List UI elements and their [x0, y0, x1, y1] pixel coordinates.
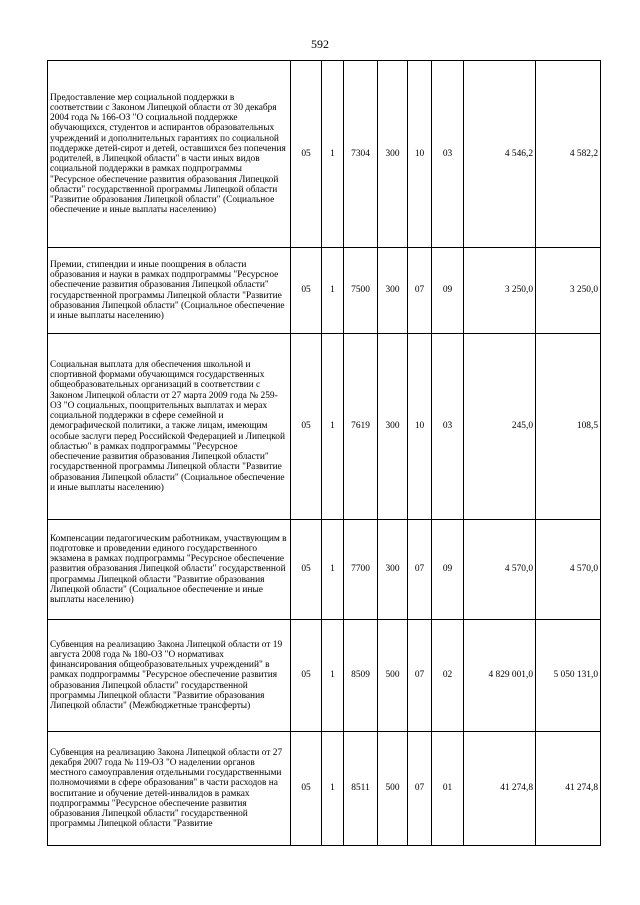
amount-second: 5 050 131,0	[536, 620, 601, 732]
program-code: 05	[291, 61, 322, 248]
table-row	[48, 732, 601, 846]
amount-first: 3 250,0	[464, 248, 536, 334]
subprogram-code: 1	[322, 334, 344, 520]
table-row	[48, 520, 601, 620]
program-code: 05	[291, 520, 322, 620]
amount-first: 245,0	[464, 334, 536, 520]
table-row	[48, 248, 601, 334]
subprogram-code: 1	[322, 732, 344, 846]
subsection-code: 03	[432, 334, 464, 520]
target-article-code: 7304	[344, 61, 378, 248]
amount-second: 4 582,2	[536, 61, 601, 248]
subprogram-code: 1	[322, 248, 344, 334]
table-row	[48, 334, 601, 520]
target-article-code: 7700	[344, 520, 378, 620]
subsection-code: 09	[432, 520, 464, 620]
table-row	[48, 61, 601, 248]
row-description: Компенсации педагогическим работникам, участвующим в подготовке и проведении единого государственного экзамена в рамках подпрограммы "Ресурсное обеспечение развития образования Липецкой области" государственной программы Липецкой области "Развитие образования Липецкой области" (Социальное обеспечение и иные выплаты населению)	[48, 520, 291, 620]
target-article-code: 8511	[344, 732, 378, 846]
amount-second: 108,5	[536, 334, 601, 520]
section-code: 10	[408, 61, 432, 248]
expense-type-code: 300	[378, 61, 408, 248]
subsection-code: 09	[432, 248, 464, 334]
section-code: 07	[408, 520, 432, 620]
subsection-code: 02	[432, 620, 464, 732]
subsection-code: 01	[432, 732, 464, 846]
row-description: Социальная выплата для обеспечения школьной и спортивной формами обучающимся государственных общеобразовательных организаций в соответствии с Законом Липецкой области от 27 марта 2009 года № 259-ОЗ "О социальных, поощрительных выплатах и мерах социальной поддержки в сфере семейной и демографической политики, а также лицам, имеющим особые заслуги перед Российской Федерацией и Липецкой областью" в рамках подпрограммы "Ресурсное обеспечение развития образования Липецкой области" государственной программы Липецкой области "Развитие образования Липецкой области" (Социальное обеспечение и иные выплаты населению)	[48, 334, 291, 520]
subsection-code: 03	[432, 61, 464, 248]
expense-type-code: 300	[378, 248, 408, 334]
table-row	[48, 620, 601, 732]
program-code: 05	[291, 334, 322, 520]
budget-table	[47, 60, 601, 846]
amount-second: 3 250,0	[536, 248, 601, 334]
subprogram-code: 1	[322, 61, 344, 248]
program-code: 05	[291, 248, 322, 334]
section-code: 07	[408, 248, 432, 334]
target-article-code: 7619	[344, 334, 378, 520]
amount-first: 41 274,8	[464, 732, 536, 846]
row-description: Предоставление мер социальной поддержки в соответствии с Законом Липецкой области от 30 декабря 2004 года № 166-ОЗ "О социальной поддержке обучающихся, студентов и аспирантов образовательных учреждений и дополнительных гарантиях по социальной поддержке детей-сирот и детей, оставшихся без попечения родителей, в Липецкой области" в части иных видов социальной поддержки в рамках подпрограммы "Ресурсное обеспечение развития образования Липецкой области" государственной программы Липецкой области "Развитие образования Липецкой области" (Социальное обеспечение и иные выплаты населению)	[48, 61, 291, 248]
section-code: 07	[408, 620, 432, 732]
amount-second: 4 570,0	[536, 520, 601, 620]
expense-type-code: 500	[378, 732, 408, 846]
row-description: Субвенция на реализацию Закона Липецкой области от 19 августа 2008 года № 180-ОЗ "О нормативах финансирования общеобразовательных учреждений" в рамках подпрограммы "Ресурсное обеспечение развития образования Липецкой области" государственной программы Липецкой области "Развитие образования Липецкой области" (Межбюджетные трансферты)	[48, 620, 291, 732]
program-code: 05	[291, 620, 322, 732]
program-code: 05	[291, 732, 322, 846]
target-article-code: 7500	[344, 248, 378, 334]
expense-type-code: 300	[378, 520, 408, 620]
subprogram-code: 1	[322, 520, 344, 620]
subprogram-code: 1	[322, 620, 344, 732]
section-code: 07	[408, 732, 432, 846]
target-article-code: 8509	[344, 620, 378, 732]
page-number: 592	[311, 37, 329, 51]
amount-first: 4 546,2	[464, 61, 536, 248]
amount-first: 4 829 001,0	[464, 620, 536, 732]
row-description: Премии, стипендии и иные поощрения в области образования и науки в рамках подпрограммы "Ресурсное обеспечение развития образования Липецкой области" государственной программы Липецкой области "Развитие образования Липецкой области" (Социальное обеспечение и иные выплаты населению)	[48, 248, 291, 334]
amount-first: 4 570,0	[464, 520, 536, 620]
row-description: Субвенция на реализацию Закона Липецкой области от 27 декабря 2007 года № 119-ОЗ "О наделении органов местного самоуправления отдельными государственными полномочиями в сфере образования" в части расходов на воспитание и обучение детей-инвалидов в рамках подпрограммы "Ресурсное обеспечение развития образования Липецкой области" государственной программы Липецкой области "Развитие	[48, 732, 291, 846]
expense-type-code: 500	[378, 620, 408, 732]
amount-second: 41 274,8	[536, 732, 601, 846]
expense-type-code: 300	[378, 334, 408, 520]
section-code: 10	[408, 334, 432, 520]
